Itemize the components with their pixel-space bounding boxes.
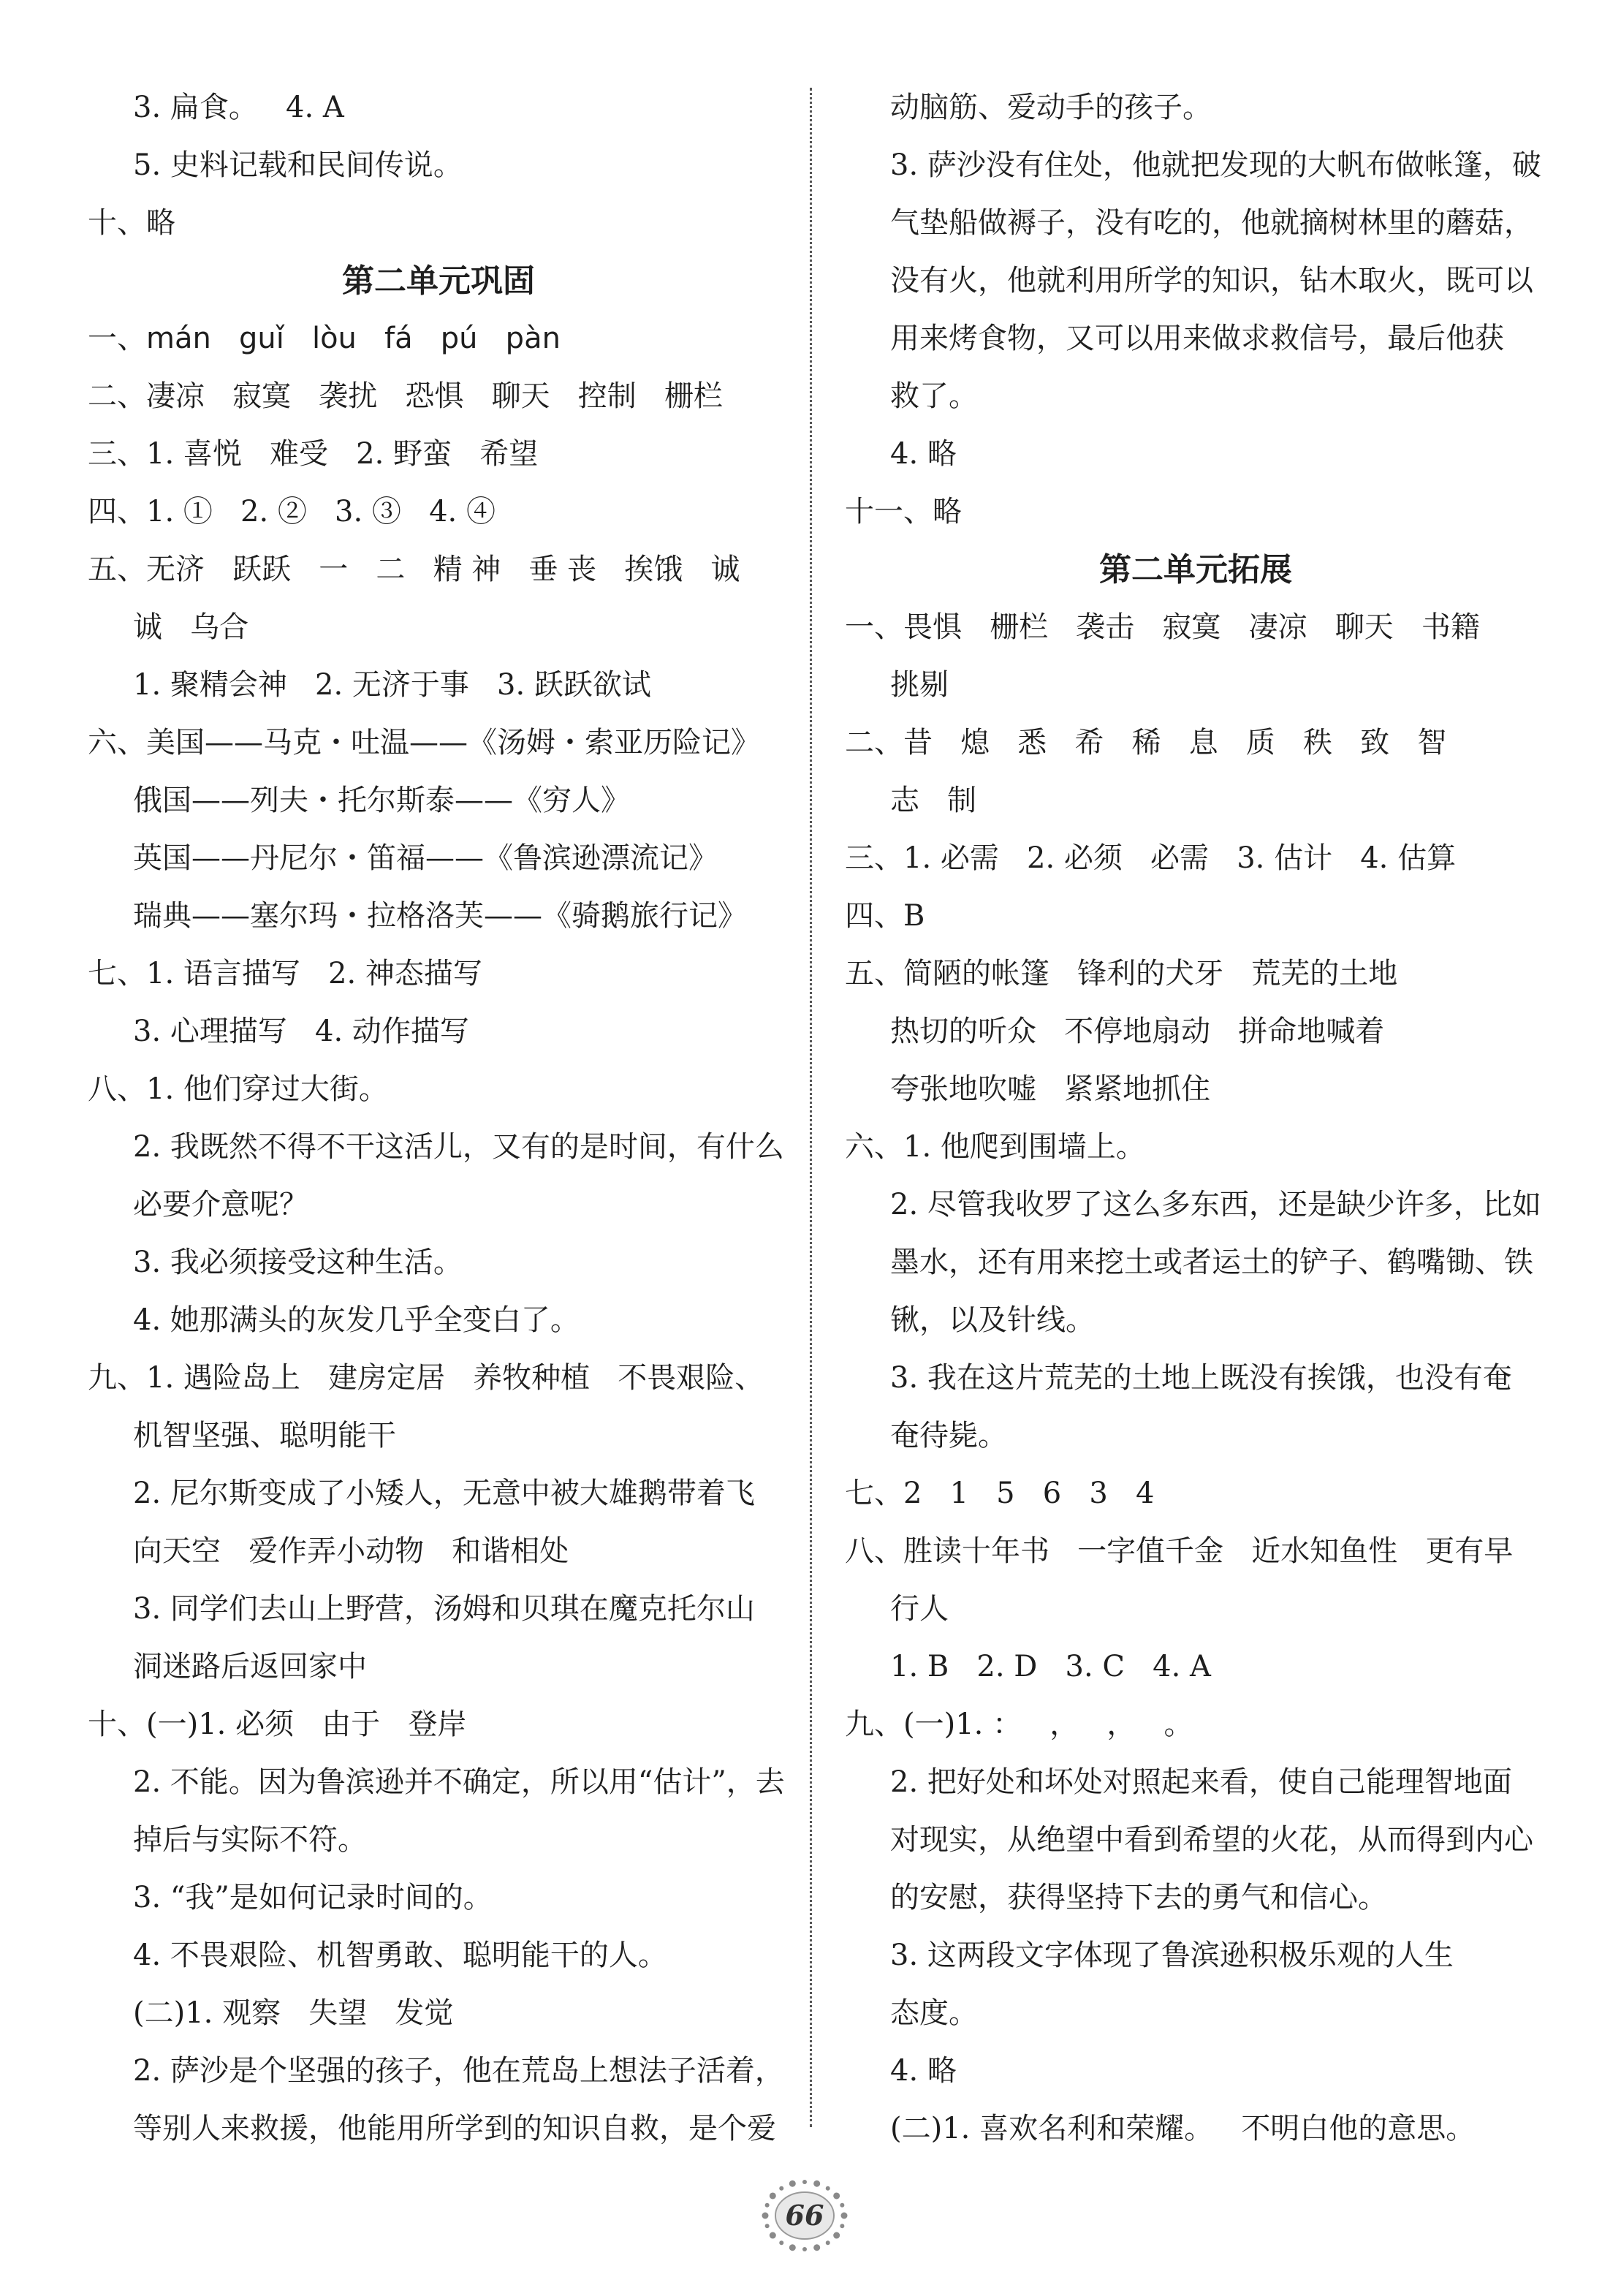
answer-line: 九、(一)1. ： ， ， 。 — [845, 1708, 1193, 1741]
answer-line: 三、1. 喜悦 难受 2. 野蛮 希望 — [88, 437, 539, 471]
answer-line: 态度。 — [890, 1996, 978, 2030]
answer-line: 5. 史料记载和民间传说。 — [133, 148, 463, 182]
answer-line: 夸张地吹嘘 紧紧地抓住 — [890, 1072, 1211, 1106]
answer-line: 二、昔 熄 悉 希 稀 息 质 秩 致 智 — [845, 726, 1447, 759]
answer-line: 七、1. 语言描写 2. 神态描写 — [88, 957, 482, 990]
left-column — [88, 79, 789, 2158]
answer-line: 机智坚强、聪明能干 — [133, 1419, 396, 1452]
answer-line: 十、略 — [88, 206, 175, 240]
answer-line: 志 制 — [890, 784, 977, 817]
page-number: 66 — [785, 2199, 824, 2232]
answer-line: 气垫船做褥子，没有吃的，他就摘树林里的蘑菇， — [890, 206, 1533, 240]
answer-line: 用来烤食物，又可以用来做求救信号，最后他获 — [890, 322, 1504, 355]
answer-line: 五、简陋的帐篷 锋利的犬牙 荒芜的土地 — [845, 957, 1398, 990]
right-column — [845, 79, 1546, 2158]
answer-line: 2. 尽管我收罗了这么多东西，还是缺少许多，比如 — [890, 1188, 1541, 1221]
answer-line: 七、2 1 5 6 3 4 — [845, 1477, 1155, 1510]
answer-line: 六、美国——马克・吐温——《汤姆・索亚历险记》 — [88, 726, 760, 759]
answer-line: 的安慰，获得坚持下去的勇气和信心。 — [890, 1881, 1387, 1914]
answer-line: 4. 不畏艰险、机智勇敢、聪明能干的人。 — [133, 1939, 667, 1972]
answer-line: 一、mán guǐ lòu fá pú pàn — [88, 322, 561, 355]
answer-line: 八、1. 他们穿过大街。 — [88, 1072, 388, 1106]
section-title: 第二单元拓展 — [1099, 551, 1292, 588]
answer-line: 3. “我”是如何记录时间的。 — [133, 1881, 493, 1914]
answer-line: 2. 我既然不得不干这活儿，又有的是时间，有什么 — [133, 1130, 784, 1164]
answer-line: 三、1. 必需 2. 必须 必需 3. 估计 4. 估算 — [845, 841, 1457, 875]
answer-line: 对现实，从绝望中看到希望的火花，从而得到内心 — [890, 1823, 1533, 1857]
answer-line: 一、畏惧 栅栏 袭击 寂寞 凄凉 聊天 书籍 — [845, 610, 1480, 644]
answer-line: 3. 这两段文字体现了鲁滨逊积极乐观的人生 — [890, 1939, 1454, 1972]
answer-line: 九、1. 遇险岛上 建房定居 养牧种植 不畏艰险、 — [88, 1361, 764, 1395]
answer-line: 行人 — [890, 1592, 949, 1626]
answer-line: 五、无济 跃跃 一 二 精 神 垂 丧 挨饿 诚 — [88, 553, 740, 586]
answer-line: 热切的听众 不停地扇动 拼命地喊着 — [890, 1015, 1385, 1048]
answer-line: 4. 她那满头的灰发几乎全变白了。 — [133, 1303, 580, 1337]
answer-line: 3. 心理描写 4. 动作描写 — [133, 1015, 469, 1048]
answer-line: 掉后与实际不符。 — [133, 1823, 367, 1857]
answer-line: 3. 我必须接受这种生活。 — [133, 1246, 463, 1279]
answer-line: 向天空 爱作弄小动物 和谐相处 — [133, 1534, 569, 1568]
answer-line: 奄待毙。 — [890, 1419, 1007, 1452]
answer-line: 2. 不能。因为鲁滨逊并不确定，所以用“估计”，去 — [133, 1765, 785, 1799]
answer-line: 救了。 — [890, 379, 978, 413]
answer-line: (二)1. 喜欢名利和荣耀。 不明白他的意思。 — [890, 2112, 1476, 2145]
answer-line: 瑞典——塞尔玛・拉格洛芙——《骑鹅旅行记》 — [133, 899, 747, 933]
answer-line: 八、胜读十年书 一字值千金 近水知鱼性 更有早 — [845, 1534, 1514, 1568]
answer-line: (二)1. 观察 失望 发觉 — [133, 1996, 454, 2030]
answer-line: 3. 扁食。 4. A — [133, 91, 344, 124]
answer-line: 四、B — [845, 899, 925, 933]
answer-line: 六、1. 他爬到围墙上。 — [845, 1130, 1145, 1164]
answer-line: 动脑筋、爱动手的孩子。 — [890, 91, 1212, 124]
answer-line: 诚 乌合 — [133, 610, 249, 644]
answer-line: 二、凄凉 寂寞 袭扰 恐惧 聊天 控制 栅栏 — [88, 379, 723, 413]
page-number-badge — [757, 2168, 852, 2263]
answer-line: 2. 把好处和坏处对照起来看，使自己能理智地面 — [890, 1765, 1512, 1799]
answer-line: 1. 聚精会神 2. 无济于事 3. 跃跃欲试 — [133, 668, 651, 702]
answer-line: 3. 我在这片荒芜的土地上既没有挨饿，也没有奄 — [890, 1361, 1512, 1395]
answer-line: 3. 同学们去山上野营，汤姆和贝琪在魔克托尔山 — [133, 1592, 755, 1626]
column-divider — [810, 88, 812, 2127]
answer-line: 十一、略 — [845, 495, 962, 528]
answer-line: 洞迷路后返回家中 — [133, 1650, 367, 1683]
answer-line: 等别人来救援，他能用所学到的知识自救，是个爱 — [133, 2112, 776, 2145]
answer-line: 2. 萨沙是个坚强的孩子，他在荒岛上想法子活着， — [133, 2054, 784, 2088]
answer-line: 1. B 2. D 3. C 4. A — [890, 1650, 1211, 1683]
answer-line: 必要介意呢？ — [133, 1188, 308, 1221]
answer-line: 锹，以及针线。 — [890, 1303, 1095, 1337]
answer-line: 3. 萨沙没有住处，他就把发现的大帆布做帐篷，破 — [890, 148, 1541, 182]
answer-line: 四、1. ① 2. ② 3. ③ 4. ④ — [88, 495, 496, 528]
answer-line: 4. 略 — [890, 437, 957, 471]
answer-line: 墨水，还有用来挖土或者运土的铲子、鹤嘴锄、铁 — [890, 1246, 1533, 1279]
answer-line: 2. 尼尔斯变成了小矮人，无意中被大雄鹅带着飞 — [133, 1477, 755, 1510]
section-title: 第二单元巩固 — [342, 262, 535, 300]
answer-line: 十、(一)1. 必须 由于 登岸 — [88, 1708, 467, 1741]
answer-line: 俄国——列夫・托尔斯泰——《穷人》 — [133, 784, 630, 817]
answer-line: 4. 略 — [890, 2054, 957, 2088]
answer-line: 挑剔 — [890, 668, 949, 702]
answer-line: 没有火，他就利用所学的知识，钻木取火，既可以 — [890, 264, 1533, 298]
answer-line: 英国——丹尼尔・笛福——《鲁滨逊漂流记》 — [133, 841, 718, 875]
